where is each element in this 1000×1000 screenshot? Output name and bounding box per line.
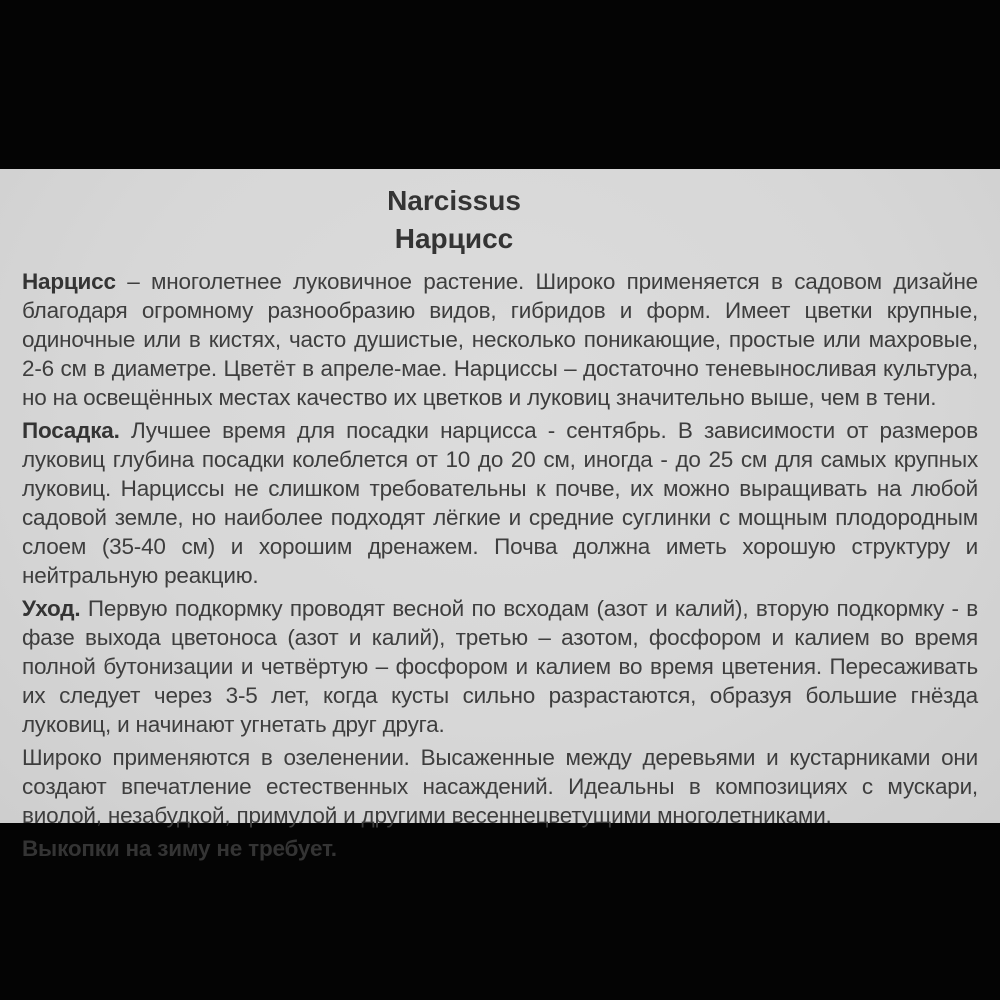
plant-label-card	[0, 169, 1000, 861]
paragraph-care-text: Первую подкормку проводят весной по всходам (азот и калий), вторую подкормку - в фазе выхода цветоноса (азот и калий), третью – азотом, фосфором и калием во время полной бутонизации и четвёртую – фосфором и калием во время цветения. Пересаживать их следует через 3-5 лет, когда кусты сильно разрастаются, образуя большие гнёзда луковиц, и начинают угнетать друг друга.	[22, 596, 978, 737]
paragraph-description-lead: Нарцисс	[22, 269, 116, 294]
paragraph-care	[22, 594, 978, 739]
paragraph-winter-note-lead: Выкопки на зиму не требует.	[22, 836, 337, 861]
paragraph-description-text: – многолетнее луковичное растение. Широко применяется в садовом дизайне благодаря огромному разнообразию видов, гибридов и форм. Имеет цветки крупные, одиночные или в кистях, часто душистые, несколько поникающие, простые или махровые, 2-6 см в диаметре. Цветёт в апреле-мае. Нарциссы – достаточно теневыносливая культура, но на освещённых местах качество их цветков и луковиц значительно выше, чем в тени.	[22, 269, 978, 410]
paragraph-planting-lead: Посадка.	[22, 418, 120, 443]
paragraph-winter-note	[22, 834, 978, 863]
title-latin: Narcissus	[387, 185, 521, 216]
title-block	[0, 182, 932, 258]
top-black-band	[0, 0, 1000, 169]
paragraph-planting	[22, 416, 978, 590]
paragraph-landscape-use-text: Широко применяются в озеленении. Высаженные между деревьями и кустарниками они создают впечатление естественных насаждений. Идеальны в композициях с мускари, виолой, незабудкой, примулой и другими весеннецветущими многолетниками.	[22, 745, 978, 828]
paragraph-care-lead: Уход.	[22, 596, 81, 621]
paragraph-landscape-use	[22, 743, 978, 830]
title-russian: Нарцисс	[394, 223, 514, 254]
paragraph-description	[22, 267, 978, 412]
paragraph-planting-text: Лучшее время для посадки нарцисса - сентябрь. В зависимости от размеров луковиц глубина посадки колеблется от 10 до 20 см, иногда - до 25 см для самых крупных луковиц. Нарциссы не слишком требовательны к почве, их можно выращивать на любой садовой земле, но наиболее подходят лёгкие и средние суглинки с мощным плодородным слоем (35-40 см) и хорошим дренажем. Почва должна иметь хорошую структуру и нейтральную реакцию.	[22, 418, 978, 588]
